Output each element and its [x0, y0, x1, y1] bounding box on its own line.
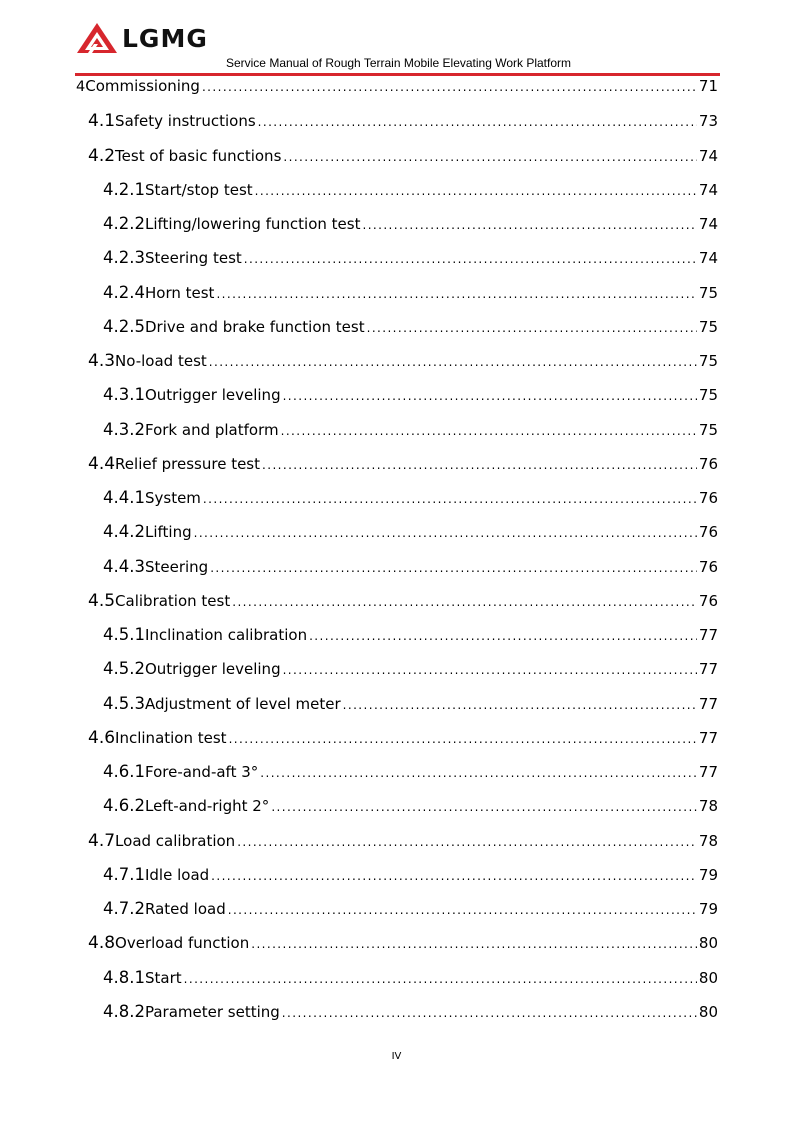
toc-entry-page: 74 — [698, 146, 718, 165]
toc-entry-number: 4.5 — [88, 590, 116, 611]
toc-entry[interactable] — [88, 454, 718, 478]
toc-entry[interactable] — [103, 762, 718, 786]
toc-entry-number: 4.4.1 — [103, 488, 145, 507]
toc-entry-title: Steering — [144, 557, 209, 576]
toc-entry-page: 80 — [698, 1002, 718, 1021]
toc-entry-title: No-load test — [115, 352, 207, 370]
toc-entry-title: Drive and brake function test — [144, 317, 365, 336]
toc-leader-dots — [229, 732, 697, 746]
toc-entry-title: Outrigger leveling — [144, 660, 281, 679]
toc-leader-dots — [244, 252, 697, 266]
toc-leader-dots — [283, 663, 697, 677]
toc-leader-dots — [228, 903, 697, 917]
toc-entry-page: 75 — [698, 283, 718, 302]
toc-entry[interactable] — [103, 557, 718, 581]
toc-entry[interactable] — [88, 728, 718, 752]
toc-entry-title: Fore-and-aft 3° — [144, 763, 259, 781]
toc-entry[interactable] — [103, 180, 718, 204]
toc-leader-dots — [237, 835, 697, 849]
toc-entry-page: 77 — [698, 626, 718, 644]
toc-entry-title: Lifting/lowering function test — [144, 215, 361, 233]
toc-leader-dots — [209, 355, 697, 369]
toc-entry-page: 76 — [698, 557, 718, 576]
toc-entry-page: 79 — [698, 865, 718, 884]
toc-entry-number: 4.5.2 — [103, 659, 145, 679]
toc-entry[interactable] — [103, 317, 718, 341]
toc-leader-dots — [216, 287, 696, 301]
toc-leader-dots — [210, 561, 697, 575]
toc-entry-title: Relief pressure test — [115, 454, 261, 473]
toc-entry-number: 4.6.2 — [103, 796, 145, 816]
toc-leader-dots — [262, 458, 697, 472]
toc-entry-title: Left-and-right 2° — [144, 797, 270, 816]
toc-entry-title: System — [144, 489, 201, 507]
toc-entry[interactable] — [88, 591, 718, 615]
toc-entry-page: 76 — [698, 489, 718, 507]
toc-entry-title: Parameter setting — [144, 1002, 280, 1021]
toc-entry-title: Overload function — [115, 934, 250, 953]
toc-leader-dots — [211, 869, 697, 883]
toc-entry-number: 4.6.1 — [103, 762, 145, 781]
toc-entry-number: 4.8 — [88, 933, 116, 954]
toc-entry-number: 4.3 — [88, 351, 116, 371]
toc-entry-title: Outrigger leveling — [144, 386, 281, 405]
toc-entry-page: 75 — [698, 352, 718, 370]
toc-entry-title: Load calibration — [115, 831, 236, 850]
lgmg-logo — [76, 22, 208, 54]
toc-entry[interactable] — [103, 796, 718, 820]
toc-leader-dots — [184, 972, 697, 986]
toc-entry-page: 75 — [698, 317, 718, 336]
toc-entry-title: Safety instructions — [115, 112, 256, 131]
toc-entry-title: Start — [144, 968, 182, 987]
toc-entry-number: 4.4.2 — [103, 522, 145, 542]
logo-text: LGMG — [122, 23, 208, 53]
toc-entry-title: Test of basic functions — [115, 146, 282, 165]
toc-entry-number: 4.2.2 — [103, 214, 145, 233]
toc-entry-number: 4.7 — [88, 830, 116, 851]
toc-entry[interactable] — [103, 522, 718, 546]
toc-leader-dots — [367, 321, 697, 335]
toc-entry-number: 4.2.3 — [103, 248, 145, 268]
toc-entry-page: 71 — [698, 77, 718, 95]
toc-leader-dots — [283, 389, 697, 403]
toc-entry[interactable] — [88, 111, 718, 135]
toc-entry-number: 4.3.2 — [103, 419, 145, 439]
toc-entry-number: 4.1 — [88, 111, 116, 132]
toc-entry[interactable] — [88, 351, 718, 375]
toc-entry-number: 4.4.3 — [103, 556, 145, 576]
toc-entry-page: 78 — [698, 797, 718, 816]
toc-leader-dots — [362, 218, 696, 232]
toc-entry-number: 4.4 — [88, 453, 116, 474]
toc-entry-number: 4.5.3 — [103, 693, 145, 713]
toc-entry[interactable] — [103, 420, 718, 444]
toc-entry-number: 4.8.2 — [103, 1001, 145, 1021]
toc-entry-number: 4.6 — [88, 727, 116, 748]
toc-entry-title: Calibration test — [115, 591, 231, 610]
toc-entry-number: 4.3.1 — [103, 385, 145, 405]
toc-entry-title: Idle load — [144, 865, 210, 884]
header-rule — [75, 73, 720, 76]
toc-entry-title: Steering test — [144, 249, 242, 268]
toc-entry-number: 4.2 — [88, 145, 116, 166]
toc-leader-dots — [283, 150, 697, 164]
toc-entry-page: 73 — [698, 112, 718, 131]
toc-entry-title: Start/stop test — [144, 180, 253, 199]
toc-leader-dots — [251, 937, 697, 951]
toc-entry[interactable] — [103, 694, 718, 718]
toc-entry-title: Rated load — [144, 900, 226, 918]
toc-entry[interactable] — [88, 831, 718, 855]
toc-entry[interactable] — [103, 1002, 718, 1026]
toc-leader-dots — [232, 595, 697, 609]
toc-entry[interactable] — [103, 248, 718, 272]
toc-entry-page: 75 — [698, 420, 718, 439]
toc-entry-page: 80 — [698, 934, 718, 953]
toc-entry[interactable] — [88, 146, 718, 170]
toc-entry[interactable] — [76, 77, 718, 101]
toc-leader-dots — [271, 800, 697, 814]
toc-entry[interactable] — [103, 865, 718, 889]
toc-entry-title: Horn test — [144, 283, 215, 302]
toc-entry-title: Commissioning — [85, 77, 200, 95]
toc-entry[interactable] — [88, 933, 718, 957]
toc-entry-page: 77 — [698, 763, 718, 781]
toc-entry-title: Inclination calibration — [144, 626, 308, 644]
toc-entry[interactable] — [103, 659, 718, 683]
toc-entry-number: 4 — [76, 79, 86, 95]
toc-entry[interactable] — [103, 214, 718, 238]
toc-entry[interactable] — [103, 385, 718, 409]
toc-entry[interactable] — [103, 625, 718, 649]
toc-entry-page: 77 — [698, 660, 718, 679]
toc-leader-dots — [194, 526, 697, 540]
toc-entry-number: 4.2.4 — [103, 282, 145, 302]
toc-entry-page: 77 — [698, 728, 718, 747]
toc-leader-dots — [282, 1006, 697, 1020]
toc-entry-page: 75 — [698, 386, 718, 405]
toc-entry[interactable] — [103, 899, 718, 923]
toc-entry-title: Fork and platform — [144, 420, 279, 439]
toc-entry-title: Lifting — [144, 523, 192, 542]
toc-entry-page: 74 — [698, 180, 718, 199]
toc-entry-number: 4.2.1 — [103, 179, 145, 199]
toc-entry-page: 78 — [698, 831, 718, 850]
toc-entry-number: 4.2.5 — [103, 316, 145, 336]
toc-entry[interactable] — [103, 283, 718, 307]
toc-entry-title: Inclination test — [115, 728, 227, 747]
toc-leader-dots — [281, 424, 697, 438]
toc-leader-dots — [202, 80, 697, 94]
toc-leader-dots — [255, 184, 697, 198]
page-number: IV — [391, 1051, 402, 1062]
toc-leader-dots — [203, 492, 697, 506]
toc-entry-page: 76 — [698, 591, 718, 610]
toc-entry[interactable] — [103, 968, 718, 992]
toc-entry-page: 76 — [698, 523, 718, 542]
toc-entry-page: 80 — [698, 968, 718, 987]
toc-entry-page: 76 — [698, 454, 718, 473]
toc-entry-number: 4.7.1 — [103, 864, 145, 884]
toc-leader-dots — [309, 629, 697, 643]
toc-leader-dots — [260, 766, 697, 780]
lgmg-logo-icon — [76, 22, 118, 54]
document-subtitle: Service Manual of Rough Terrain Mobile Elevating Work Platform — [225, 56, 572, 70]
toc-leader-dots — [258, 115, 697, 129]
toc-entry-page: 74 — [698, 215, 718, 233]
toc-entry-number: 4.8.1 — [103, 967, 145, 987]
toc-entry-title: Adjustment of level meter — [144, 694, 341, 713]
toc-entry-page: 79 — [698, 900, 718, 918]
toc-entry-number: 4.7.2 — [103, 899, 145, 918]
toc-leader-dots — [343, 698, 697, 712]
toc-entry-page: 74 — [698, 249, 718, 268]
toc-entry[interactable] — [103, 488, 718, 512]
toc-entry-number: 4.5.1 — [103, 625, 145, 644]
toc-entry-page: 77 — [698, 694, 718, 713]
